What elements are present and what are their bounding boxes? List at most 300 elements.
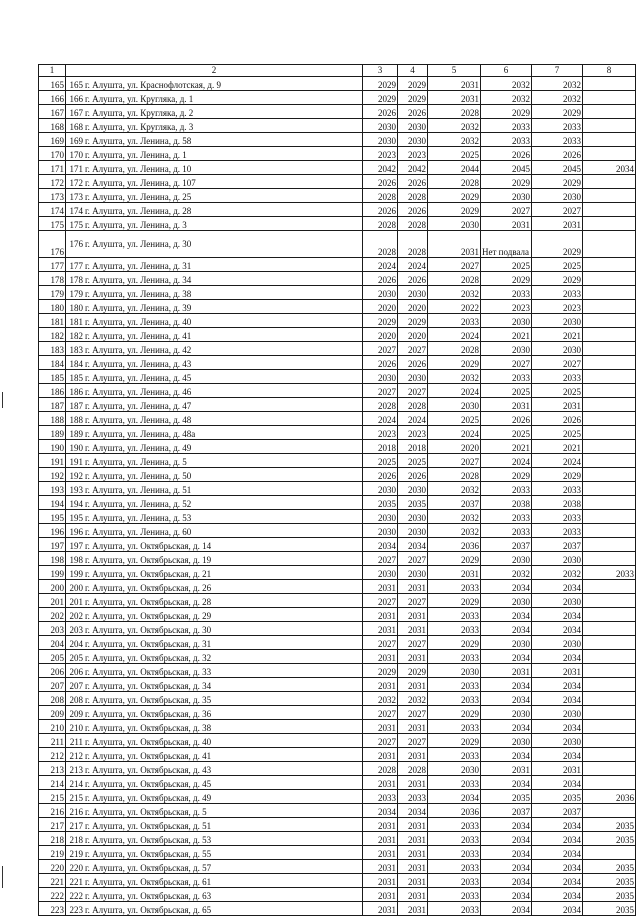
col8-cell: 2035 (583, 860, 636, 874)
row-number: 175 (69, 220, 83, 230)
col8-cell (583, 314, 636, 328)
col7-cell: 2025 (532, 426, 583, 440)
address-text: г. Алушта, ул. Ленина, д. 48а (85, 429, 196, 439)
address-cell (66, 286, 363, 300)
row-index: 198 (39, 552, 66, 566)
col7-cell: 2034 (532, 650, 583, 664)
col6-cell: 2027 (481, 203, 532, 217)
address-cell (66, 189, 363, 203)
col5-cell: 2033 (428, 692, 481, 706)
col8-cell (583, 748, 636, 762)
col6-cell: 2034 (481, 832, 532, 846)
col5-cell: 2028 (428, 342, 481, 356)
col5-cell: 2031 (428, 91, 481, 105)
col6-cell: 2029 (481, 105, 532, 119)
col8-cell (583, 482, 636, 496)
address-text: г. Алушта, ул. Октябрьская, д. 33 (85, 667, 212, 677)
row-index: 187 (39, 398, 66, 412)
col3-cell: 2031 (363, 902, 398, 916)
address-text: г. Алушта, ул. Ленина, д. 31 (85, 261, 192, 271)
col4-cell: 2028 (398, 398, 428, 412)
col3-cell: 2026 (363, 175, 398, 189)
col7-cell: 2031 (532, 664, 583, 678)
col8-cell (583, 580, 636, 594)
col8-cell (583, 762, 636, 776)
row-number: 217 (69, 821, 83, 831)
row-index: 220 (39, 860, 66, 874)
col6-cell: 2021 (481, 328, 532, 342)
col8-cell: 2035 (583, 832, 636, 846)
row-index: 203 (39, 622, 66, 636)
col5-cell: 2024 (428, 328, 481, 342)
col3-cell: 2029 (363, 314, 398, 328)
row-number: 183 (69, 345, 83, 355)
col5-cell: 2033 (428, 650, 481, 664)
row-number: 184 (69, 359, 83, 369)
address-cell (66, 650, 363, 664)
col3-cell: 2031 (363, 622, 398, 636)
table-row (39, 217, 636, 231)
row-index: 208 (39, 692, 66, 706)
address-text: г. Алушта, ул. Кругляка, д. 1 (85, 94, 194, 104)
col8-cell: 2033 (583, 566, 636, 580)
col6-cell: 2031 (481, 398, 532, 412)
col6-cell: 2034 (481, 692, 532, 706)
col5-cell: 2032 (428, 286, 481, 300)
col6-cell: 2031 (481, 217, 532, 231)
table-row (39, 258, 636, 272)
address-text: г. Алушта, ул. Ленина, д. 50 (85, 471, 192, 481)
row-number: 170 (69, 150, 83, 160)
row-index: 172 (39, 175, 66, 189)
col3-cell: 2031 (363, 720, 398, 734)
row-number: 179 (69, 289, 83, 299)
row-number: 202 (69, 611, 83, 621)
row-index: 200 (39, 580, 66, 594)
row-number: 201 (69, 597, 83, 607)
col7-cell: 2021 (532, 440, 583, 454)
row-index: 173 (39, 189, 66, 203)
col5-cell: 2024 (428, 384, 481, 398)
col3-cell: 2034 (363, 538, 398, 552)
row-index: 209 (39, 706, 66, 720)
address-cell (66, 258, 363, 272)
row-number: 200 (69, 583, 83, 593)
col6-cell: 2032 (481, 566, 532, 580)
col5-cell: 2028 (428, 272, 481, 286)
col3-cell: 2031 (363, 650, 398, 664)
address-cell (66, 328, 363, 342)
col5-cell: 2032 (428, 482, 481, 496)
row-index: 197 (39, 538, 66, 552)
row-number: 168 (69, 122, 83, 132)
address-text: г. Алушта, ул. Ленина, д. 51 (85, 485, 192, 495)
col8-cell: 2035 (583, 888, 636, 902)
col4-cell: 2029 (398, 77, 428, 91)
row-index: 183 (39, 342, 66, 356)
document-page (38, 64, 636, 916)
col7-cell: 2030 (532, 314, 583, 328)
col4-cell: 2030 (398, 566, 428, 580)
col3-cell: 2027 (363, 734, 398, 748)
address-text: г. Алушта, ул. Октябрьская, д. 49 (85, 793, 212, 803)
row-number: 207 (69, 681, 83, 691)
row-index: 218 (39, 832, 66, 846)
col7-cell: 2034 (532, 748, 583, 762)
col8-cell (583, 734, 636, 748)
table-row (39, 650, 636, 664)
col7-cell: 2026 (532, 412, 583, 426)
col8-cell (583, 524, 636, 538)
col5-cell: 2033 (428, 846, 481, 860)
col3-cell: 2026 (363, 356, 398, 370)
col3-cell: 2030 (363, 482, 398, 496)
col7-cell: 2034 (532, 692, 583, 706)
address-text: г. Алушта, ул. Октябрьская, д. 38 (85, 723, 212, 733)
address-text: г. Алушта, ул. Ленина, д. 10 (85, 164, 192, 174)
col8-cell (583, 776, 636, 790)
header-cell: 7 (532, 65, 583, 77)
table-row (39, 888, 636, 902)
row-number: 222 (69, 891, 83, 901)
row-index: 180 (39, 300, 66, 314)
row-number: 174 (69, 206, 83, 216)
address-text: г. Алушта, ул. Ленина, д. 5 (85, 457, 187, 467)
col3-cell: 2028 (363, 398, 398, 412)
address-cell (66, 482, 363, 496)
col4-cell: 2028 (398, 231, 428, 258)
table-row (39, 175, 636, 189)
col7-cell: 2033 (532, 119, 583, 133)
col8-cell (583, 258, 636, 272)
col6-cell: 2026 (481, 412, 532, 426)
col6-cell: 2033 (481, 119, 532, 133)
address-cell (66, 860, 363, 874)
row-index: 178 (39, 272, 66, 286)
col3-cell: 2020 (363, 328, 398, 342)
address-cell (66, 510, 363, 524)
col3-cell: 2031 (363, 776, 398, 790)
header-cell: 4 (398, 65, 428, 77)
address-cell (66, 678, 363, 692)
table-row (39, 119, 636, 133)
col7-cell: 2030 (532, 636, 583, 650)
col8-cell: 2034 (583, 161, 636, 175)
col4-cell: 2031 (398, 874, 428, 888)
table-row (39, 720, 636, 734)
col7-cell: 2034 (532, 678, 583, 692)
table-row (39, 804, 636, 818)
col7-cell: 2038 (532, 496, 583, 510)
col8-cell (583, 692, 636, 706)
col5-cell: 2029 (428, 706, 481, 720)
address-cell (66, 580, 363, 594)
table-row (39, 286, 636, 300)
address-text: г. Алушта, ул. Ленина, д. 38 (85, 289, 192, 299)
row-number: 177 (69, 261, 83, 271)
col6-cell: 2029 (481, 468, 532, 482)
row-index: 182 (39, 328, 66, 342)
row-number: 180 (69, 303, 83, 313)
table-row (39, 342, 636, 356)
address-cell (66, 804, 363, 818)
row-number: 212 (69, 751, 83, 761)
col7-cell: 2029 (532, 468, 583, 482)
col8-cell (583, 231, 636, 258)
col4-cell: 2030 (398, 510, 428, 524)
col3-cell: 2031 (363, 846, 398, 860)
col4-cell: 2026 (398, 105, 428, 119)
row-index: 221 (39, 874, 66, 888)
row-index: 185 (39, 370, 66, 384)
col5-cell: 2027 (428, 454, 481, 468)
col4-cell: 2027 (398, 706, 428, 720)
table-row (39, 272, 636, 286)
address-text: г. Алушта, ул. Ленина, д. 41 (85, 331, 192, 341)
col7-cell: 2030 (532, 706, 583, 720)
col5-cell: 2037 (428, 496, 481, 510)
address-text: г. Алушта, ул. Октябрьская, д. 55 (85, 849, 212, 859)
address-text: г. Алушта, ул. Ленина, д. 1 (85, 150, 187, 160)
col3-cell: 2030 (363, 133, 398, 147)
col8-cell (583, 370, 636, 384)
address-cell (66, 636, 363, 650)
col7-cell: 2034 (532, 874, 583, 888)
address-text: г. Алушта, ул. Ленина, д. 28 (85, 206, 192, 216)
table-row (39, 300, 636, 314)
col8-cell (583, 412, 636, 426)
table-row (39, 398, 636, 412)
row-index: 190 (39, 440, 66, 454)
row-index: 196 (39, 524, 66, 538)
col5-cell: 2025 (428, 412, 481, 426)
margin-mark (2, 866, 3, 888)
col6-cell: 2030 (481, 706, 532, 720)
col6-cell: 2025 (481, 384, 532, 398)
row-index: 167 (39, 105, 66, 119)
table-row (39, 161, 636, 175)
col8-cell (583, 678, 636, 692)
row-index: 204 (39, 636, 66, 650)
col4-cell: 2029 (398, 664, 428, 678)
row-index: 184 (39, 356, 66, 370)
address-text: г. Алушта, ул. Октябрьская, д. 34 (85, 681, 212, 691)
row-number: 208 (69, 695, 83, 705)
address-cell (66, 874, 363, 888)
address-text: г. Алушта, ул. Ленина, д. 39 (85, 303, 192, 313)
col4-cell: 2032 (398, 692, 428, 706)
col4-cell: 2028 (398, 189, 428, 203)
col5-cell: 2031 (428, 231, 481, 258)
row-index: 207 (39, 678, 66, 692)
address-text: г. Алушта, ул. Октябрьская, д. 41 (85, 751, 212, 761)
row-index: 195 (39, 510, 66, 524)
row-number: 191 (69, 457, 83, 467)
col8-cell (583, 356, 636, 370)
col4-cell: 2028 (398, 762, 428, 776)
address-cell (66, 370, 363, 384)
table-row (39, 538, 636, 552)
address-text: г. Алушта, ул. Октябрьская, д. 32 (85, 653, 212, 663)
row-number: 221 (69, 877, 83, 887)
address-cell (66, 748, 363, 762)
table-row (39, 496, 636, 510)
col8-cell (583, 91, 636, 105)
col4-cell: 2026 (398, 468, 428, 482)
row-number: 223 (69, 905, 83, 915)
row-number: 167 (69, 108, 83, 118)
col6-cell: 2034 (481, 776, 532, 790)
table-row (39, 328, 636, 342)
table-row (39, 860, 636, 874)
col5-cell: 2032 (428, 510, 481, 524)
address-text: г. Алушта, ул. Октябрьская, д. 21 (85, 569, 212, 579)
col4-cell: 2027 (398, 734, 428, 748)
col3-cell: 2030 (363, 566, 398, 580)
col7-cell: 2033 (532, 482, 583, 496)
row-index: 174 (39, 203, 66, 217)
address-cell (66, 454, 363, 468)
address-text: г. Алушта, ул. Октябрьская, д. 29 (85, 611, 212, 621)
col6-cell: 2037 (481, 538, 532, 552)
col3-cell: 2031 (363, 818, 398, 832)
col5-cell: 2029 (428, 189, 481, 203)
row-number: 205 (69, 653, 83, 663)
address-cell (66, 846, 363, 860)
col6-cell: 2034 (481, 678, 532, 692)
col6-cell: 2030 (481, 552, 532, 566)
col8-cell (583, 189, 636, 203)
address-text: г. Алушта, ул. Ленина, д. 49 (85, 443, 192, 453)
row-index: 189 (39, 426, 66, 440)
col7-cell: 2024 (532, 454, 583, 468)
table-row (39, 580, 636, 594)
col8-cell (583, 636, 636, 650)
col5-cell: 2030 (428, 664, 481, 678)
row-number: 199 (69, 569, 83, 579)
address-cell (66, 217, 363, 231)
col5-cell: 2029 (428, 734, 481, 748)
table-row (39, 510, 636, 524)
col7-cell: 2034 (532, 818, 583, 832)
col7-cell: 2033 (532, 286, 583, 300)
col8-cell (583, 440, 636, 454)
col6-cell: 2023 (481, 300, 532, 314)
col6-cell: 2024 (481, 454, 532, 468)
table-row (39, 370, 636, 384)
address-cell (66, 161, 363, 175)
table-row (39, 846, 636, 860)
col4-cell: 2034 (398, 804, 428, 818)
row-index: 213 (39, 762, 66, 776)
table-row (39, 440, 636, 454)
col3-cell: 2030 (363, 370, 398, 384)
col3-cell: 2031 (363, 748, 398, 762)
col6-cell: 2030 (481, 594, 532, 608)
col7-cell: 2025 (532, 384, 583, 398)
col5-cell: 2033 (428, 776, 481, 790)
col7-cell: 2037 (532, 538, 583, 552)
col5-cell: 2032 (428, 370, 481, 384)
col5-cell: 2033 (428, 314, 481, 328)
address-text: г. Алушта, ул. Октябрьская, д. 26 (85, 583, 212, 593)
address-text: г. Алушта, ул. Ленина, д. 46 (85, 387, 192, 397)
col3-cell: 2030 (363, 510, 398, 524)
address-cell (66, 175, 363, 189)
col7-cell: 2033 (532, 510, 583, 524)
col7-cell: 2030 (532, 189, 583, 203)
row-index: 175 (39, 217, 66, 231)
col8-cell (583, 398, 636, 412)
col4-cell: 2031 (398, 748, 428, 762)
col7-cell: 2031 (532, 762, 583, 776)
col6-cell: 2025 (481, 258, 532, 272)
row-index: 170 (39, 147, 66, 161)
col6-cell: 2034 (481, 846, 532, 860)
col8-cell (583, 650, 636, 664)
col8-cell (583, 510, 636, 524)
row-number: 210 (69, 723, 83, 733)
col6-cell: 2029 (481, 175, 532, 189)
address-cell (66, 231, 363, 258)
table-row (39, 636, 636, 650)
row-index: 215 (39, 790, 66, 804)
row-number: 190 (69, 443, 83, 453)
col8-cell (583, 300, 636, 314)
header-row (39, 65, 636, 77)
col6-cell: 2029 (481, 272, 532, 286)
col4-cell: 2031 (398, 580, 428, 594)
row-index: 177 (39, 258, 66, 272)
col3-cell: 2028 (363, 231, 398, 258)
address-cell (66, 314, 363, 328)
col4-cell: 2025 (398, 454, 428, 468)
row-index: 168 (39, 119, 66, 133)
col8-cell: 2035 (583, 902, 636, 916)
col4-cell: 2031 (398, 720, 428, 734)
address-cell (66, 524, 363, 538)
col5-cell: 2034 (428, 790, 481, 804)
header-cell: 6 (481, 65, 532, 77)
address-cell (66, 902, 363, 916)
col8-cell: 2035 (583, 874, 636, 888)
col4-cell: 2030 (398, 482, 428, 496)
col7-cell: 2034 (532, 608, 583, 622)
col4-cell: 2031 (398, 776, 428, 790)
table-row (39, 468, 636, 482)
col7-cell: 2030 (532, 342, 583, 356)
col5-cell: 2036 (428, 538, 481, 552)
address-cell (66, 272, 363, 286)
col4-cell: 2030 (398, 119, 428, 133)
row-index: 192 (39, 468, 66, 482)
table-row (39, 790, 636, 804)
table-row (39, 189, 636, 203)
col5-cell: 2020 (428, 440, 481, 454)
col3-cell: 2025 (363, 454, 398, 468)
col8-cell (583, 846, 636, 860)
col7-cell: 2027 (532, 356, 583, 370)
row-number: 195 (69, 513, 83, 523)
address-cell (66, 566, 363, 580)
col5-cell: 2033 (428, 748, 481, 762)
col7-cell: 2037 (532, 804, 583, 818)
row-number: 181 (69, 317, 83, 327)
col3-cell: 2035 (363, 496, 398, 510)
address-text: г. Алушта, ул. Октябрьская, д. 30 (85, 625, 212, 635)
address-text: г. Алушта, ул. Ленина, д. 30 (85, 238, 192, 249)
address-text: г. Алушта, ул. Ленина, д. 107 (85, 178, 196, 188)
